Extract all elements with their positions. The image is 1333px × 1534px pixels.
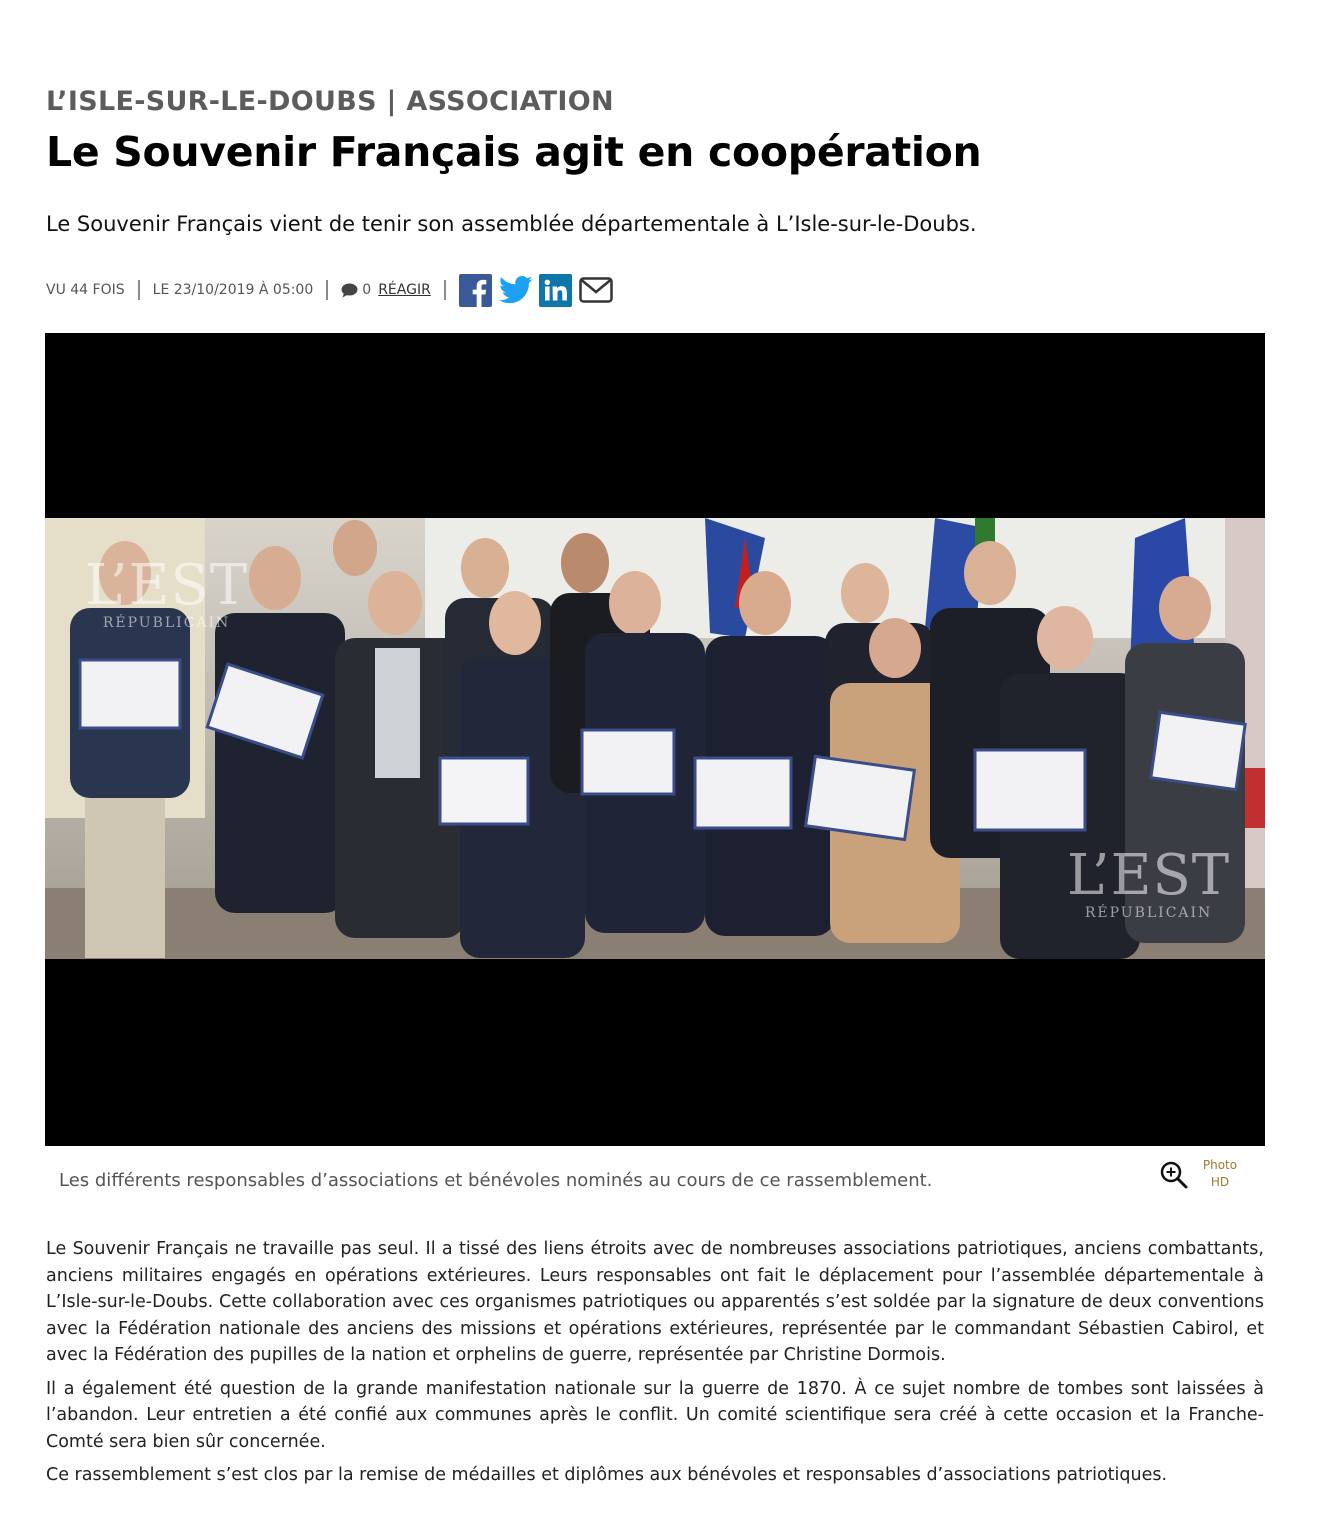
react-link[interactable]: RÉAGIR — [378, 282, 431, 298]
paragraph: Le Souvenir Français ne travaille pas seul. Il a tissé des liens étroits avec de nombreuses associations patriotiques, anciens combattants, anciens militaires engagés en opérations extérieures. Leurs responsables ont fait le déplacement pour l’assemblée départementale à L’Isle-sur-le-Doubs. Cette collaboration avec ces organismes patriotiques ou apparentés s’est soldée par la signature de deux conventions avec la Fédération nationale des anciens des missions et opérations extérieures, représentée par le commandant Sébastien Cabirol, et avec la Fédération des pupilles de la nation et orphelins de guerre, représentée par Christine Dormois. — [46, 1239, 1264, 1365]
watermark-subtext: RÉPUBLICAIN — [102, 615, 231, 631]
twitter-icon — [499, 275, 533, 305]
publish-date: LE 23/10/2019 À 05:00 — [152, 282, 314, 298]
article-summary: Le Souvenir Français vient de tenir son assemblée départementale à L’Isle-sur-le-Doubs. — [46, 212, 977, 236]
view-count: VU 44 FOIS — [46, 282, 125, 298]
photo-hd-label: Photo — [1202, 1158, 1238, 1172]
photo-hd-link[interactable] — [1196, 1157, 1244, 1191]
share-buttons — [459, 273, 613, 307]
watermark-text: L’EST — [1067, 843, 1231, 908]
linkedin-share-button[interactable] — [539, 273, 573, 307]
meta-divider — [138, 280, 140, 300]
group-photo — [45, 518, 1265, 959]
paragraph: Ce rassemblement s’est clos par la remise de médailles et diplômes aux bénévoles et responsables d’associations patriotiques. — [46, 1465, 1168, 1485]
comment-bubble-icon — [341, 283, 358, 298]
facebook-share-button[interactable] — [459, 273, 493, 307]
article-meta — [46, 270, 613, 310]
zoom-in-icon — [1158, 1159, 1190, 1191]
linkedin-icon — [539, 274, 572, 307]
twitter-share-button[interactable] — [499, 273, 533, 307]
comment-count-value: 0 — [362, 282, 372, 298]
comment-count[interactable] — [341, 282, 371, 298]
zoom-button[interactable] — [1158, 1159, 1190, 1191]
article-body — [46, 1236, 1264, 1496]
article-title: Le Souvenir Français agit en coopération — [46, 128, 982, 176]
watermark-top-left — [85, 553, 249, 631]
article-kicker: L’ISLE-SUR-LE-DOUBS | ASSOCIATION — [46, 86, 614, 117]
watermark-bottom-right — [1067, 843, 1231, 921]
photo-caption: Les différents responsables d’associations et bénévoles nominés au cours de ce rassemblement. — [59, 1170, 933, 1191]
meta-divider — [444, 280, 446, 300]
paragraph: Il a également été question de la grande manifestation nationale sur la guerre de 1870. À ce sujet nombre de tombes sont laissées à l’abandon. Leur entretien a été confié aux communes après le conflit. Un comité scientifique sera créé à cette occasion et la Franche-Comté sera bien sûr concernée. — [46, 1378, 1264, 1452]
photo-hd-label-2: HD — [1210, 1175, 1230, 1189]
facebook-icon — [459, 274, 492, 307]
article-photo-viewer[interactable] — [45, 333, 1265, 1146]
email-share-button[interactable] — [579, 273, 613, 307]
watermark-text: L’EST — [85, 553, 249, 618]
meta-divider — [326, 280, 328, 300]
watermark-subtext: RÉPUBLICAIN — [1084, 905, 1213, 921]
mail-icon — [579, 277, 613, 303]
